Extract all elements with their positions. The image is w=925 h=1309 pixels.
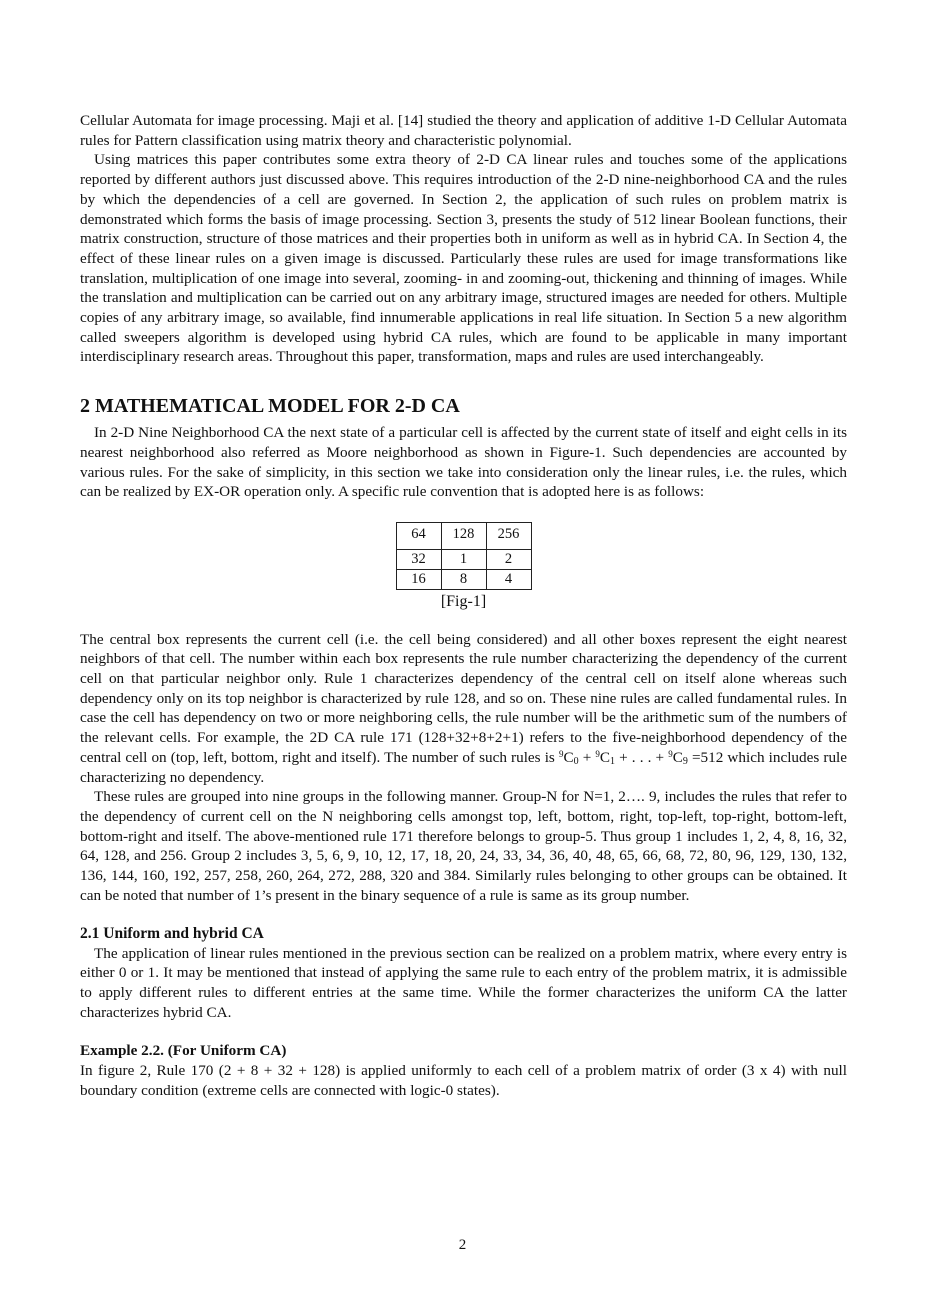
section-2-paragraph-3: These rules are grouped into nine groups in the following manner. Group-N for N=1, 2…. 9, includes the rules that refer to the dependency of current cell on the N neighboring cells amongst top, left, bottom, right, top-left, top-right, bottom-left, bottom-right and itself. The above-mentioned rule 171 therefore belongs to group-5. Thus group 1 includes 1, 2, 4, 8, 16, 32, 64, 128, and 256. Group 2 includes 3, 5, 6, 9, 10, 12, 17, 18, 20, 24, 33, 34, 36, 40, 48, 65, 66, 68, 72, 80, 96, 129, 130, 132, 136, 144, 160, 192, 257, 258, 260, 264, 272, 288, 320 and 384. Similarly rules belonging to other groups can be obtained. It can be noted that number of 1’s present in the binary sequence of a rule is same as its group number.	[80, 788, 847, 904]
formula-sub-1: 1	[610, 755, 616, 767]
grid-cell-right: 2	[486, 549, 531, 569]
grid-row-bottom	[396, 569, 531, 589]
example-2-2-paragraph: In figure 2, Rule 170 (2 + 8 + 32 + 128) is applied uniformly to each cell of a problem matrix of order (3 x 4) with null boundary condition (extreme cells are connected with logic-0 states).	[80, 1062, 847, 1099]
page-number: 2	[458, 1237, 467, 1253]
figure-1	[80, 522, 847, 612]
section-2-heading: 2 MATHEMATICAL MODEL FOR 2-D CA	[80, 395, 460, 418]
grid-row-top	[396, 522, 531, 549]
formula-sup-0: 9	[558, 748, 564, 759]
formula-sub-9: 9	[682, 755, 688, 767]
intro-paragraph-continued: Cellular Automata for image processing. Maji et al. [14] studied the theory and application of additive 1-D Cellular Automata rules for Pattern classification using matrix theory and characteristic polynomial.	[80, 112, 847, 149]
formula-c-1: C	[599, 748, 611, 766]
subsection-2-1-paragraph: The application of linear rules mentioned in the previous section can be realized on a problem matrix, where every entry is either 0 or 1. It may be mentioned that instead of applying the same rule to each entry of the problem matrix, it is admissible to apply different rules to different entries at the same time. While the former characterizes the uniform CA the latter characterizes hybrid CA.	[80, 944, 847, 1021]
grid-cell-bottom-left: 16	[396, 569, 441, 589]
intro-paragraph-outline: Using matrices this paper contributes some extra theory of 2-D CA linear rules and touches some of the applications reported by different authors just discussed above. This requires introduction of the 2-D nine-neighborhood CA and the rules by which the dependencies of a cell are governed. In Section 2, the application of such rules on problem matrix is demonstrated which forms the basis of image processing. Section 3, presents the study of 512 linear Boolean functions, their matrix construction, structure of those matrices and their properties both in uniform as well as in hybrid CA. In Section 4, the effect of these linear rules on a given image is discussed. Particularly these rules are used for image transformations like translation, multiplication of one image into several, zooming- in and zooming-out, thickening and thinning of images. While the translation and multiplication can be carried out on any arbitrary image, structured images are needed for others. Multiple copies of any arbitrary image, so available, find innumerable applications in real life situation. In Section 5 a new algorithm called sweepers algorithm is developed using hybrid CA rules, which are found to be applicable in many important interdisciplinary research areas. Throughout this paper, transformation, maps and rules are used interchangeably.	[80, 151, 847, 366]
formula-sup-1: 9	[595, 748, 600, 759]
grid-cell-top: 128	[441, 522, 486, 549]
grid-cell-center: 1	[441, 549, 486, 569]
combination-formula	[559, 749, 688, 766]
formula-c-0: C	[563, 748, 574, 766]
grid-cell-left: 32	[396, 549, 441, 569]
section-2-paragraph-1: In 2-D Nine Neighborhood CA the next state of a particular cell is affected by the current state of itself and eight cells in its nearest neighborhood also referred as Moore neighborhood as shown in Figure-1. Such dependencies are accounted by various rules. For the sake of simplicity, in this section we take into consideration only the linear rules, i.e. the rules, which can be realized by EX-OR operation only. A specific rule convention that is adopted here is as follows:	[80, 424, 847, 501]
neighborhood-rule-grid	[396, 522, 532, 590]
grid-cell-top-right: 256	[486, 522, 531, 549]
grid-cell-bottom: 8	[441, 569, 486, 589]
example-2-2-heading: Example 2.2. (For Uniform CA)	[80, 1042, 287, 1060]
grid-cell-top-left: 64	[396, 522, 441, 549]
paragraph-2-text-before: The central box represents the current cell (i.e. the cell being considered) and all other boxes represent the eight nearest neighbors of that cell. The number within each box represents the rule number characterizing the dependency of the current cell on that particular neighbor only. Rule 1 characterizes dependency of the central cell on itself alone whereas such dependency only on its top neighbor is characterized by rule 128, and so on. These nine rules are called fundamental rules. In case the cell has dependency on two or more neighboring cells, the rule number will be the arithmetic sum of the numbers of the relevant cells. For example, the 2D CA rule 171 (128+32+8+2+1) refers to the five-neighborhood dependency of the central cell on (top, left, bottom, right and itself). The number of such rules is	[80, 630, 847, 766]
formula-plus: +	[578, 748, 596, 766]
figure-1-caption: [Fig-1]	[440, 592, 487, 610]
paragraph-2-text-after: =512 which includes rule characterizing no dependency.	[80, 748, 847, 786]
grid-cell-bottom-right: 4	[486, 569, 531, 589]
formula-dots: + . . . +	[615, 748, 669, 766]
subsection-2-1-heading: 2.1 Uniform and hybrid CA	[80, 924, 264, 942]
formula-sub-0: 0	[573, 755, 579, 767]
formula-c-9: C	[672, 748, 683, 766]
page-body	[80, 111, 847, 1100]
formula-sup-9: 9	[668, 748, 673, 759]
grid-row-middle	[396, 549, 531, 569]
section-2-paragraph-2	[80, 630, 847, 788]
